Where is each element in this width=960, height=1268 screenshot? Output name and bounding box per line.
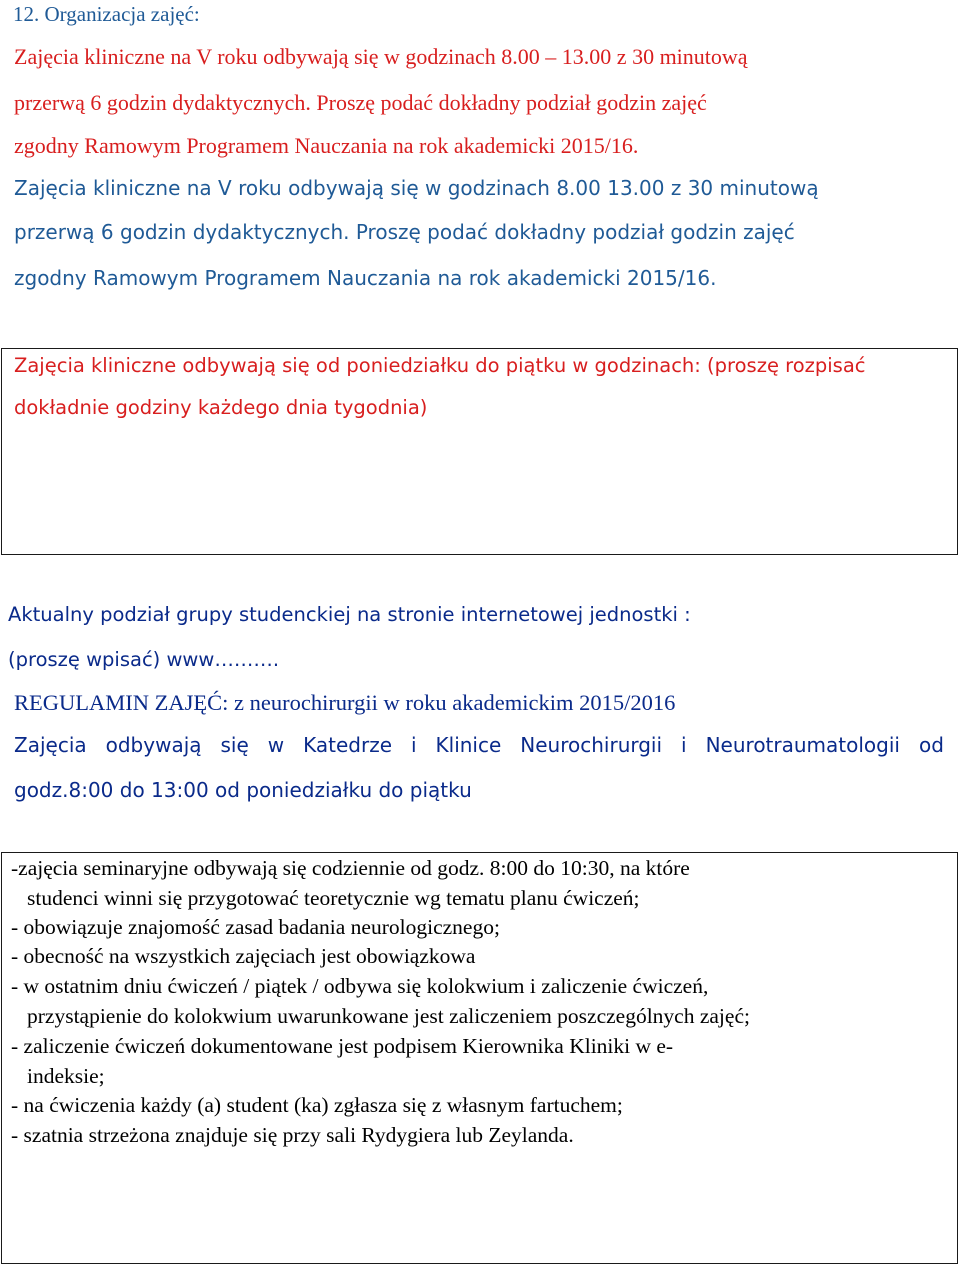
- intro-word: i: [681, 733, 687, 757]
- blue-paragraph-line: przerwą 6 godzin dydaktycznych. Proszę podać dokładny podział godzin zajęć: [14, 220, 795, 244]
- intro-word: i: [410, 733, 417, 757]
- rule-line: indeksie;: [27, 1064, 105, 1088]
- rule-line: -zajęcia seminaryjne odbywają się codziennie od godz. 8:00 do 10:30, na które: [11, 856, 690, 880]
- rule-line: studenci winni się przygotować teoretycznie wg tematu planu ćwiczeń;: [27, 886, 640, 910]
- intro-word: Klinice: [435, 733, 502, 757]
- schedule-box-text: Zajęcia kliniczne odbywają się od poniedziałku do piątku w godzinach: (proszę rozpisać: [14, 354, 866, 377]
- intro-word: odbywają: [105, 733, 202, 757]
- group-info-line: Aktualny podział grupy studenckiej na stronie internetowej jednostki :: [8, 603, 691, 626]
- intro-word: Zajęcia: [14, 733, 87, 757]
- regulamin-title: REGULAMIN ZAJĘĆ: z neurochirurgii w roku akademickim 2015/2016: [14, 690, 676, 715]
- red-paragraph-line: zgodny Ramowym Programem Nauczania na rok akademicki 2015/16.: [14, 133, 639, 158]
- intro-word: Katedrze: [303, 733, 392, 757]
- rule-line: - na ćwiczenia każdy (a) student (ka) zgłasza się z własnym fartuchem;: [11, 1093, 623, 1117]
- intro-word: od: [918, 733, 944, 757]
- rule-line: - obowiązuje znajomość zasad badania neurologicznego;: [11, 915, 500, 939]
- schedule-box[interactable]: [1, 348, 958, 555]
- blue-paragraph-line: Zajęcia kliniczne na V roku odbywają się w godzinach 8.00 13.00 z 30 minutową: [14, 176, 819, 200]
- schedule-box-text: dokładnie godziny każdego dnia tygodnia): [14, 396, 428, 419]
- regulamin-intro-line2: godz.8:00 do 13:00 od poniedziałku do piątku: [14, 778, 472, 802]
- intro-word: w: [267, 733, 285, 757]
- rule-line: - obecność na wszystkich zajęciach jest obowiązkowa: [11, 944, 476, 968]
- intro-word: Neurotraumatologii: [705, 733, 900, 757]
- regulamin-intro-line: [14, 733, 944, 757]
- group-info-line: (proszę wpisać) www……….: [8, 648, 280, 671]
- intro-word: Neurochirurgii: [520, 733, 663, 757]
- rule-line: - w ostatnim dniu ćwiczeń / piątek / odbywa się kolokwium i zaliczenie ćwiczeń,: [11, 974, 709, 998]
- section-heading: 12. Organizacja zajęć:: [13, 2, 200, 26]
- rule-line: - zaliczenie ćwiczeń dokumentowane jest podpisem Kierownika Kliniki w e-: [11, 1034, 674, 1058]
- intro-word: się: [220, 733, 249, 757]
- red-paragraph-line: przerwą 6 godzin dydaktycznych. Proszę podać dokładny podział godzin zajęć: [14, 90, 707, 115]
- blue-paragraph-line: zgodny Ramowym Programem Nauczania na rok akademicki 2015/16.: [14, 266, 717, 290]
- red-paragraph-line: Zajęcia kliniczne na V roku odbywają się w godzinach 8.00 – 13.00 z 30 minutową: [14, 44, 748, 69]
- rule-line: - szatnia strzeżona znajduje się przy sali Rydygiera lub Zeylanda.: [11, 1123, 574, 1147]
- rule-line: przystąpienie do kolokwium uwarunkowane jest zaliczeniem poszczególnych zajęć;: [27, 1004, 750, 1028]
